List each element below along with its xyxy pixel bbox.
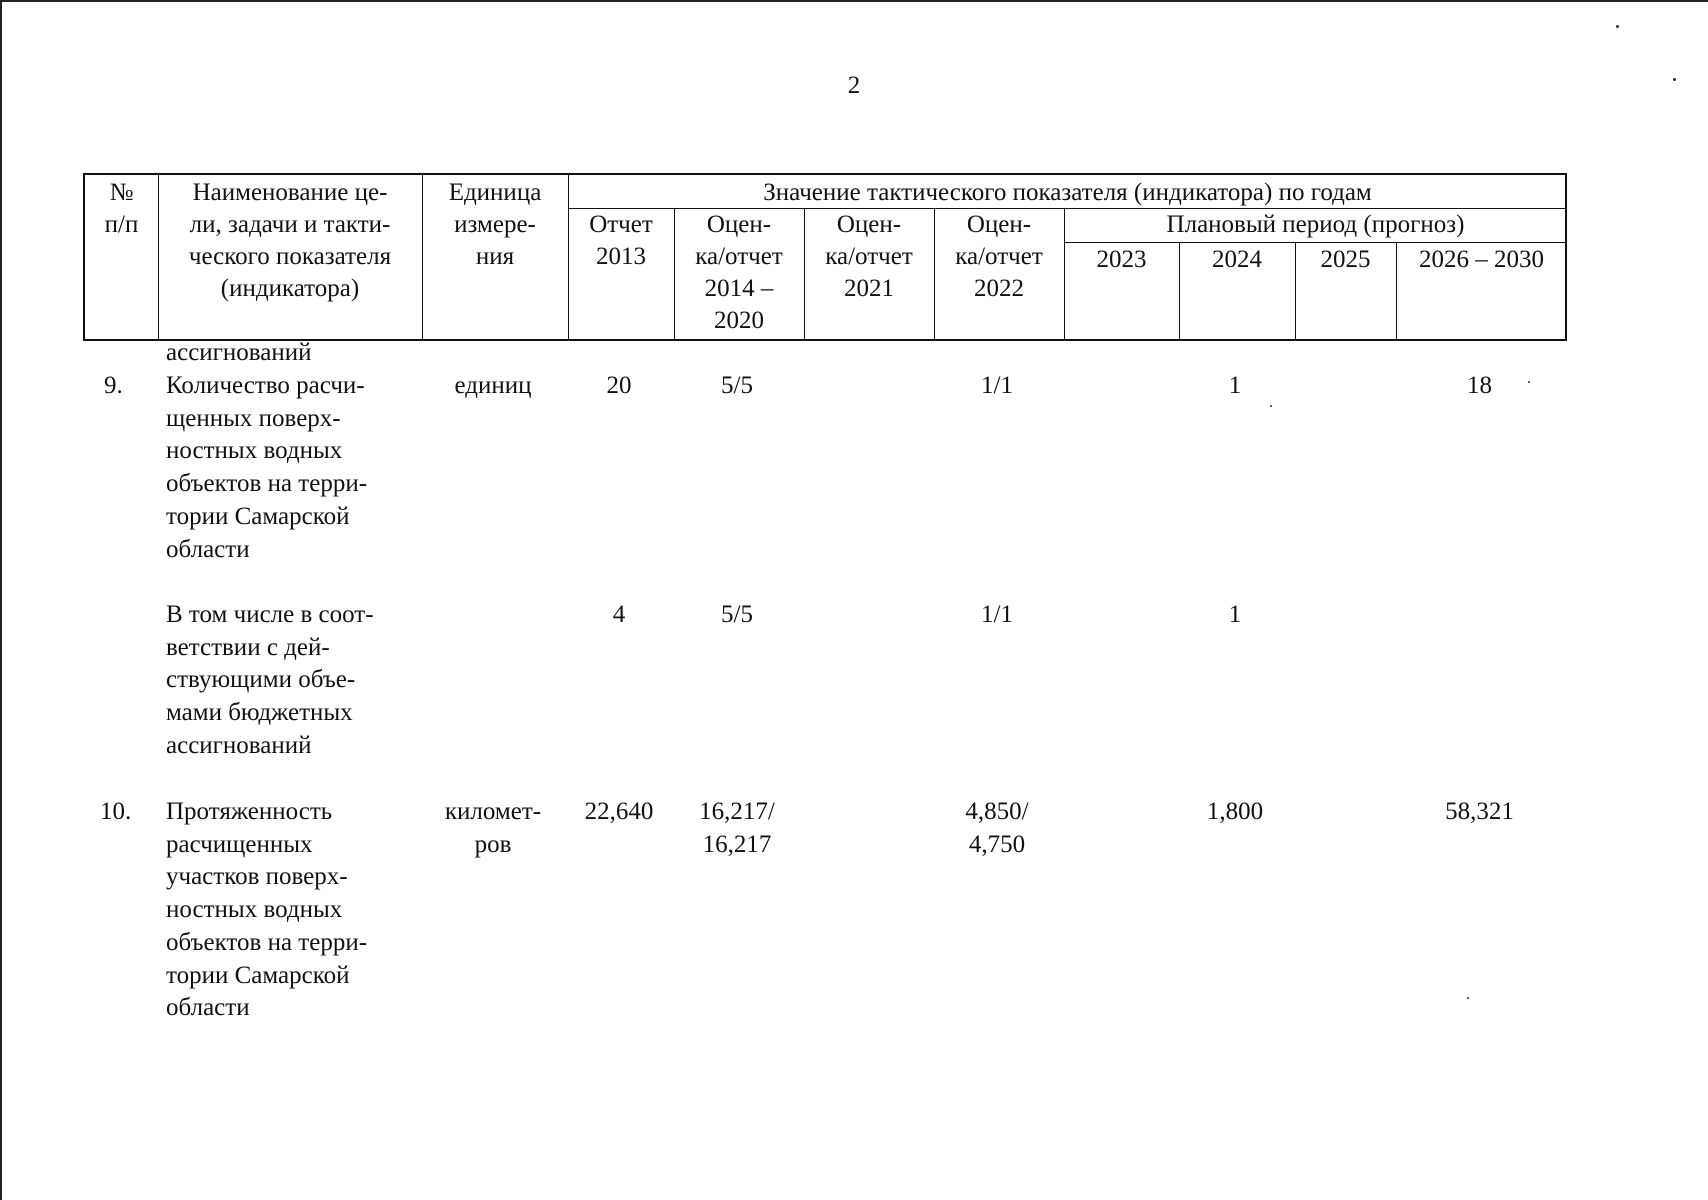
header-est-2021: Оцен- ка/отчет 2021	[825, 211, 913, 302]
header-est-2014-2020: Оцен- ка/отчет 2014 – 2020	[695, 211, 783, 334]
header-values-title: Значение тактического показателя (индикатора) по годам	[763, 179, 1372, 206]
header-est-2022: Оцен- ка/отчет 2022	[955, 211, 1043, 302]
header-2026-2030: 2026 – 2030	[1419, 246, 1544, 273]
row-2026-2030: 58,321	[1445, 798, 1514, 825]
scan-speck	[1528, 381, 1530, 383]
row-number: 9.	[104, 372, 123, 399]
page-number: 2	[847, 72, 861, 99]
header-2024: 2024	[1212, 246, 1262, 273]
row-divider	[1064, 242, 1565, 243]
row-est-2014-2020: 5/5	[721, 601, 753, 628]
scan-edge-left	[0, 0, 2, 1200]
row-unit: километ- ров	[444, 798, 542, 858]
scan-speck	[1673, 78, 1676, 81]
row-2026-2030: 18	[1467, 372, 1492, 399]
header-2025: 2025	[1320, 246, 1371, 273]
row-est-2014-2020: 5/5	[721, 372, 753, 399]
row-number: 10.	[100, 798, 132, 825]
row-name: Количество расчи- щенных поверх- ностных водных объектов на терри- тории Самарской области	[166, 372, 368, 563]
row-est-2022: 1/1	[981, 601, 1013, 628]
header-2023: 2023	[1096, 246, 1147, 273]
row-2024: 1	[1228, 372, 1242, 399]
row-unit: единиц	[454, 372, 532, 399]
row-continuation-name: ассигнований	[166, 339, 312, 366]
header-report-2013: Отчет 2013	[589, 211, 653, 270]
header-unit: Единица измере- ния	[448, 179, 542, 270]
header-plan-title: Плановый период (прогноз)	[1166, 211, 1465, 238]
row-est-2014-2020: 16,217/ 16,217	[699, 798, 775, 858]
scan-speck	[1467, 997, 1469, 999]
row-report-2013: 22,640	[584, 798, 654, 825]
header-name: Наименование це- ли, задачи и такти- ческого показателя (индикатора)	[188, 179, 392, 302]
scan-speck	[1270, 405, 1272, 407]
row-name: Протяженность расчищенных участков поверх- ностных водных объектов на терри- тории Самарской области	[166, 798, 368, 1022]
header-no: № п/п	[104, 179, 139, 238]
scan-edge-top	[0, 0, 1708, 2]
row-est-2022: 4,850/ 4,750	[965, 798, 1029, 858]
row-2024: 1	[1228, 601, 1242, 628]
scan-speck	[1616, 25, 1619, 28]
indicator-table-header	[83, 173, 1567, 341]
row-report-2013: 20	[606, 372, 632, 399]
row-name: В том числе в соот- ветствии с дей- ствующими объе- мами бюджетных ассигнований	[166, 601, 374, 759]
row-report-2013: 4	[612, 601, 626, 628]
row-2024: 1,800	[1206, 798, 1264, 825]
row-est-2022: 1/1	[981, 372, 1013, 399]
